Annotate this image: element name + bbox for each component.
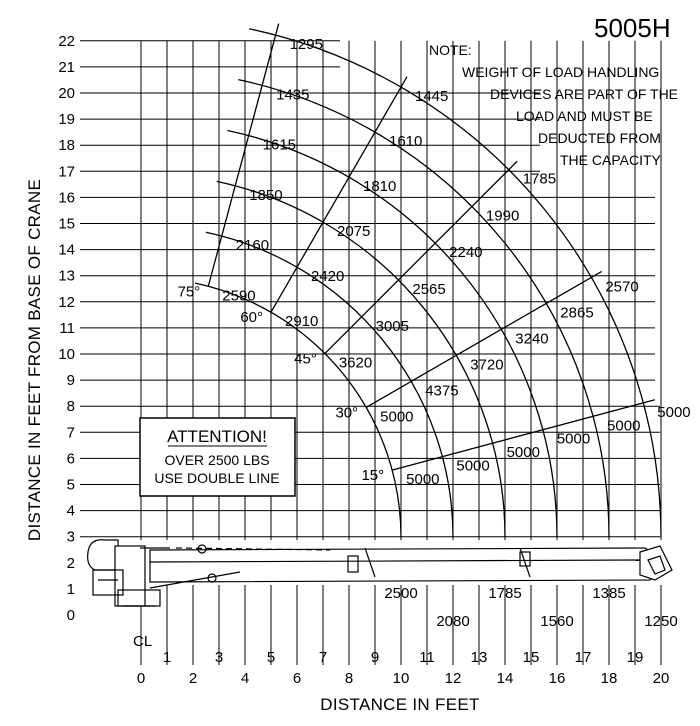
x-tick-label: 13: [470, 649, 488, 666]
capacity-label: 2075: [337, 223, 371, 241]
y-tick-label: 16: [58, 189, 75, 207]
x-tick-label: 0: [136, 670, 146, 687]
capacity-label: 2240: [449, 244, 483, 262]
capacity-label: 1295: [289, 36, 323, 54]
y-tick-label: 9: [66, 372, 75, 390]
x-tick-label: 3: [214, 649, 224, 666]
y-axis-title: DISTANCE IN FEET FROM BASE OF CRANE: [25, 178, 44, 542]
crane-illustration: [88, 540, 672, 606]
capacity-label: 3240: [515, 330, 549, 348]
capacity-label: 3005: [375, 317, 409, 335]
capacity-label: 5000: [456, 457, 490, 475]
capacity-label: 5000: [556, 430, 591, 448]
y-tick-label: 0: [66, 607, 75, 624]
horizontal-capacity-label: 2080: [436, 613, 470, 630]
x-tick-label: 6: [292, 670, 302, 687]
capacity-label: 2160: [235, 237, 270, 255]
capacity-labels: [178, 36, 691, 630]
boom-angle-label: 60°: [240, 309, 263, 327]
y-tick-label: 6: [66, 450, 75, 468]
capacity-label: 2590: [222, 287, 256, 305]
capacity-label: 1435: [276, 86, 310, 104]
x-tick-label: 9: [370, 649, 380, 666]
attention-line: USE DOUBLE LINE: [154, 470, 280, 486]
boom-angle-label: 15°: [361, 467, 385, 485]
attention-line: OVER 2500 LBS: [164, 452, 270, 468]
x-tick-label: 19: [626, 649, 644, 666]
capacity-label: 1990: [485, 207, 520, 225]
capacity-label: 1615: [262, 136, 297, 154]
capacity-label: 3720: [470, 356, 504, 374]
y-tick-label: 1: [66, 580, 75, 598]
y-tick-label: 2: [66, 554, 75, 572]
x-tick-label: 8: [344, 670, 354, 687]
capacity-label: 1850: [249, 186, 283, 204]
note-line: DEDUCTED FROM: [538, 130, 661, 146]
y-tick-label: 20: [58, 85, 75, 102]
note-line: THE CAPACITY: [560, 152, 661, 168]
note-line: LOAD AND MUST BE: [516, 108, 653, 124]
capacity-label: 5000: [380, 408, 414, 426]
x-tick-label: 20: [652, 670, 670, 687]
y-tick-label: 12: [58, 293, 75, 311]
x-tick-label: 2: [188, 670, 198, 687]
boom-angle-line: [366, 271, 602, 407]
y-tick-label: 10: [58, 346, 75, 363]
note-block: [429, 42, 678, 168]
capacity-label: 2420: [311, 268, 345, 286]
y-tick-label: 11: [59, 319, 75, 337]
boom-angle-label: 75°: [177, 283, 201, 301]
x-tick-label: 12: [444, 670, 462, 687]
capacity-label: 2565: [412, 281, 446, 299]
capacity-label: 5000: [607, 417, 641, 435]
y-tick-label: 19: [58, 111, 75, 129]
model-title: 5005H: [594, 13, 671, 43]
x-tick-label: 16: [548, 670, 566, 687]
attention-title: ATTENTION!: [167, 427, 267, 446]
x-tick-label: 7: [318, 649, 328, 666]
capacity-label: 5000: [657, 403, 691, 421]
capacity-label: 2910: [285, 313, 319, 331]
capacity-label: 2865: [560, 304, 594, 322]
boom-angle-label: 30°: [335, 404, 359, 422]
capacity-label: 1610: [389, 133, 423, 151]
horizontal-capacity-label: 1785: [488, 585, 522, 602]
y-tick-label: 22: [58, 32, 75, 50]
capacity-label: 1810: [363, 178, 397, 196]
x-tick-label: 14: [496, 670, 514, 687]
x-axis-title: DISTANCE IN FEET: [320, 695, 480, 714]
y-tick-label: 15: [58, 215, 75, 233]
y-tick-label: 17: [58, 163, 75, 181]
y-tick-label: 18: [58, 137, 75, 155]
capacity-label: 5000: [506, 444, 540, 462]
capacity-label: 4375: [425, 382, 459, 400]
horizontal-capacity-label: 2500: [384, 585, 418, 602]
y-tick-label: 4: [66, 502, 75, 520]
x-tick-label: 15: [522, 649, 540, 666]
horizontal-capacity-label: 1250: [644, 613, 678, 630]
boom-angle-label: 45°: [294, 350, 317, 368]
y-tick-label: 7: [66, 424, 75, 442]
capacity-label: 2570: [605, 278, 639, 296]
horizontal-capacity-label: 1560: [540, 613, 574, 630]
x-tick-label: 17: [574, 649, 592, 666]
y-tick-label: 14: [58, 241, 75, 259]
y-tick-label: 3: [66, 528, 75, 546]
horizontal-capacity-label: 1385: [592, 585, 626, 602]
capacity-label: 1785: [522, 170, 557, 188]
note-line: WEIGHT OF LOAD HANDLING: [462, 64, 660, 80]
x-tick-label: 1: [162, 649, 172, 666]
capacity-label: 1445: [415, 88, 449, 106]
x-tick-label: 18: [600, 670, 618, 687]
y-tick-label: 13: [58, 267, 75, 285]
attention-box: [140, 418, 295, 496]
y-tick-label: 5: [66, 476, 75, 494]
centerline-symbol: CL: [133, 633, 153, 650]
note-line: DEVICES ARE PART OF THE: [490, 86, 679, 102]
x-tick-label: 10: [392, 670, 410, 687]
x-tick-label: 11: [419, 649, 435, 666]
y-tick-label: 21: [58, 58, 75, 76]
x-tick-label: 4: [240, 670, 250, 687]
capacity-label: 5000: [406, 471, 440, 489]
x-tick-label: 5: [266, 649, 276, 666]
boom-angle-line: [325, 161, 520, 353]
note-line: NOTE:: [429, 42, 472, 58]
capacity-label: 3620: [338, 354, 373, 372]
y-tick-label: 8: [66, 398, 75, 416]
